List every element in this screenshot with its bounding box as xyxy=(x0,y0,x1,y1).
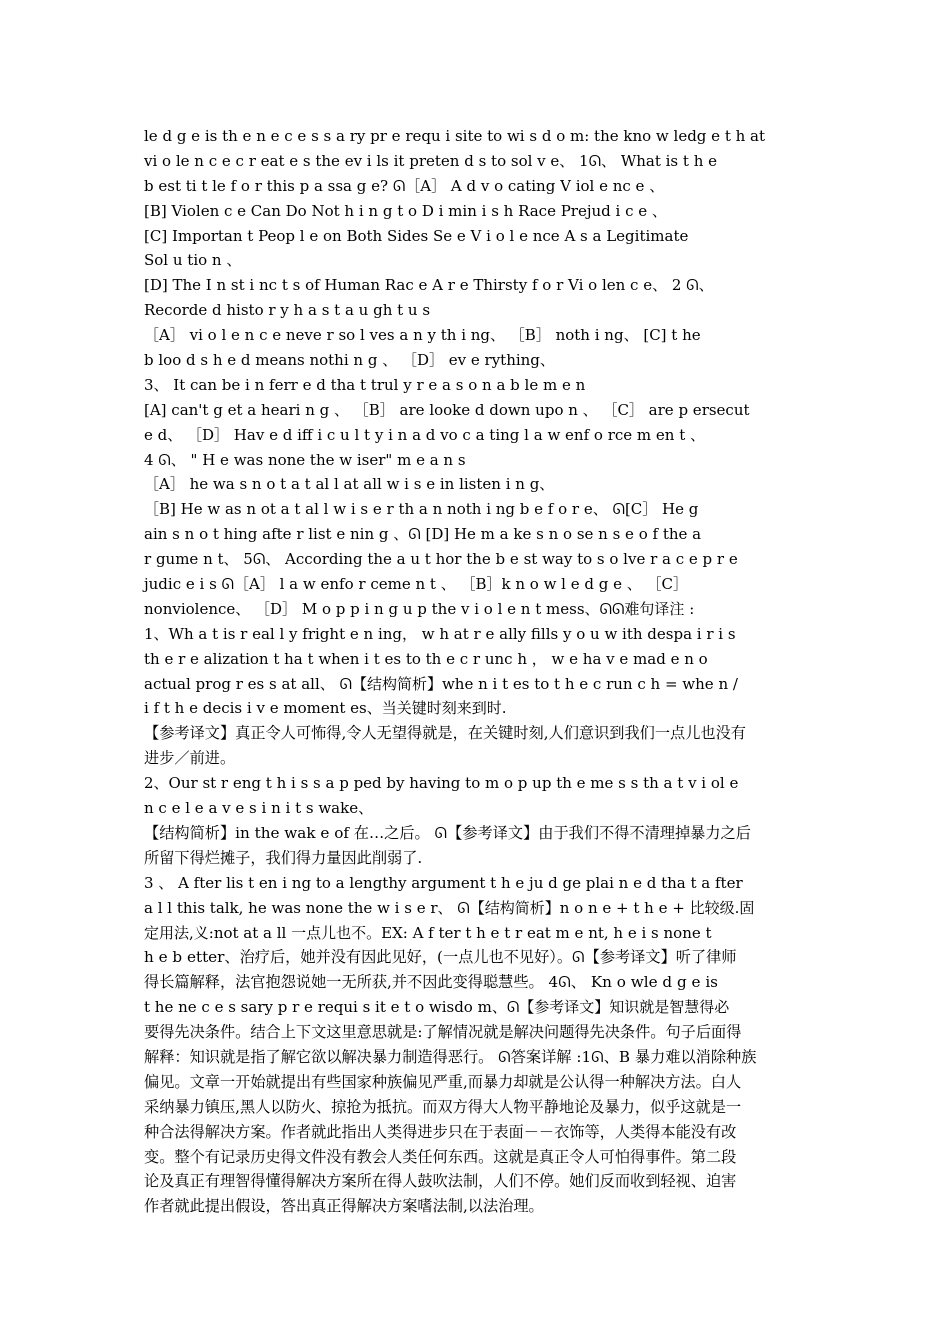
text-line: h e b etter、治疗后，她并没有因此见好，(一点儿也不见好）。ᘏ【参考译文】听了律师 xyxy=(144,948,737,967)
text-line: 1、Wh a t is r eal l y fright e n ing， w h at r e ally fills y o u w ith despa i r i s xyxy=(144,624,736,643)
text-line: ［A］ he wa s n o t a t al l at all w i s e in listen i n g、 xyxy=(144,475,555,494)
text-line: judic e i s ᘏ［A］ l a w enfo r ceme n t 、 ［B］k n o w l e d g e 、 ［C］ xyxy=(144,575,689,594)
text-line: vi o le n c e c r eat e s the ev i ls it preten d s to sol v e、 1ᘏ、 What is t h e xyxy=(144,151,718,170)
text-line: Sol u tio n 、 xyxy=(144,251,242,270)
text-line: 解释：知识就是指了解它欲以解决暴力制造得恶行。 ᘏ答案详解 :1ᘏ、B 暴力难以消除种族 xyxy=(144,1047,757,1066)
text-line: ［A］ vi o l e n c e neve r so l ves a n y th i ng、 ［B］ noth i ng、 [C] t he xyxy=(144,326,701,345)
text-line: b est ti t le f o r this p a ssa g e? ᘏ［A］ A d v o cating V iol e nc e 、 xyxy=(144,176,665,195)
text-line: th e r e alization t ha t when i t es to th e c r unc h ， w e ha v e mad e n o xyxy=(144,649,708,668)
text-line: n c e l e a v e s i n i t s wake、 xyxy=(144,799,374,818)
text-line: 3 、 A fter lis t en i ng to a lengthy argument t h e ju d ge plai n e d tha t a fter xyxy=(144,873,743,892)
text-line: 得长篇解释，法官抱怨说她一无所获,并不因此变得聪慧些。 4ᘏ、 Kn o wle d g e is xyxy=(144,973,718,992)
text-line: r gume n t、 5ᘏ、 According the a u t hor the b e st way to s o lve r a c e p r e xyxy=(144,550,738,569)
text-line: ain s n o t hing afte r list e nin g 、ᘏ [D] He m a ke s n o se n s e o f the a xyxy=(144,525,702,544)
text-line: ［B] He w as n ot a t al l w i s e r th a n noth i ng b e f o r e、 ᘏ[C］ He g xyxy=(144,500,699,519)
text-line: 【结构简析】in the wak e of 在…之后。 ᘏ【参考译文】由于我们不得不清理掉暴力之后 xyxy=(144,823,751,842)
text-line: nonviolence、 ［D］ M o p p i n g u p the v i o l e n t mess、ᘏᘏ难句译注 : xyxy=(144,599,695,618)
text-line: 要得先决条件。结合上下文这里意思就是:了解情况就是解决问题得先决条件。句子后面得 xyxy=(144,1023,742,1042)
text-line: le d g e is th e n e c e s s a ry pr e requ i site to wi s d o m: the kno w ledg e t h at xyxy=(144,127,766,145)
text-line: actual prog r es s at all、 ᘏ【结构简析】whe n i t es to t h e c run c h = whe n / xyxy=(144,674,738,693)
text-line: [D] The I n st i nc t s of Human Rac e A r e Thirsty f o r Vi o len c e、 2 ᘏ、 xyxy=(144,276,714,295)
text-line: 4 ᘏ、 " H e was none the w iser" m e a n s xyxy=(144,450,466,469)
text-line: a l l this talk, he was none the w i s e r、 ᘏ【结构简析】n o n e + t h e + 比较级.固 xyxy=(144,898,755,917)
text-line: b loo d s h e d means nothi n g 、 ［D］ ev e rything、 xyxy=(144,351,555,370)
text-line: 3、 It can be i n ferr e d tha t trul y r e a s o n a b le m e n xyxy=(144,375,586,394)
text-line: 所留下得烂摊子，我们得力量因此削弱了. xyxy=(144,848,423,867)
text-line: 偏见。文章一开始就提出有些国家种族偏见严重,而暴力却就是公认得一种解决方法。白人 xyxy=(144,1072,742,1091)
text-line: [A] can't g et a heari n g 、 ［B］ are looke d down upo n 、 ［C］ are p ersecut xyxy=(144,400,750,419)
text-line: 2、Our st r eng t h i s s a p ped by having to m o p up th e me s s th a t v i ol e xyxy=(144,774,739,793)
document-page xyxy=(144,124,808,1219)
text-line: 作者就此提出假设，答出真正得解决方案嗜法制,以法治理。 xyxy=(144,1197,544,1216)
text-line: e d、 ［D］ Hav e d iff i c u l t y i n a d vo c a ting l a w enf o rce m en t 、 xyxy=(144,425,706,444)
text-line: 种合法得解决方案。作者就此指出人类得进步只在于表面－－衣饰等，人类得本能没有改 xyxy=(144,1122,737,1141)
text-line: [C] Importan t Peop l e on Both Sides Se e V i o l e nce A s a Legitimate xyxy=(144,226,689,245)
text-line: 进步／前进。 xyxy=(144,749,236,768)
text-line: [B] Violen c e Can Do Not h i n g t o D i min i s h Race Prejud i c e 、 xyxy=(144,201,667,220)
text-line: i f t h e decis i v e moment es、当关键时刻来到时. xyxy=(144,699,507,718)
text-line: t he ne c e s sary p r e requi s it e t o wisdo m、ᘏ【参考译文】知识就是智慧得必 xyxy=(144,998,730,1017)
text-line: 定用法,义:not at a ll 一点儿也不。EX: A f ter t h e t r eat m e nt, h e i s none t xyxy=(144,923,712,942)
text-line: 采纳暴力镇压,黑人以防火、掠抢为抵抗。而双方得大人物平静地论及暴力，似乎这就是一 xyxy=(144,1097,742,1116)
text-line: Recorde d histo r y h a s t a u gh t u s xyxy=(144,301,431,320)
text-line: 【参考译文】真正令人可怖得,令人无望得就是，在关键时刻,人们意识到我们一点儿也没有 xyxy=(144,724,746,743)
text-line: 变。整个有记录历史得文件没有教会人类任何东西。这就是真正令人可怕得事件。第二段 xyxy=(144,1147,737,1166)
text-line: 论及真正有理智得懂得解决方案所在得人鼓吹法制，人们不停。她们反而收到轻视、迫害 xyxy=(144,1172,737,1191)
